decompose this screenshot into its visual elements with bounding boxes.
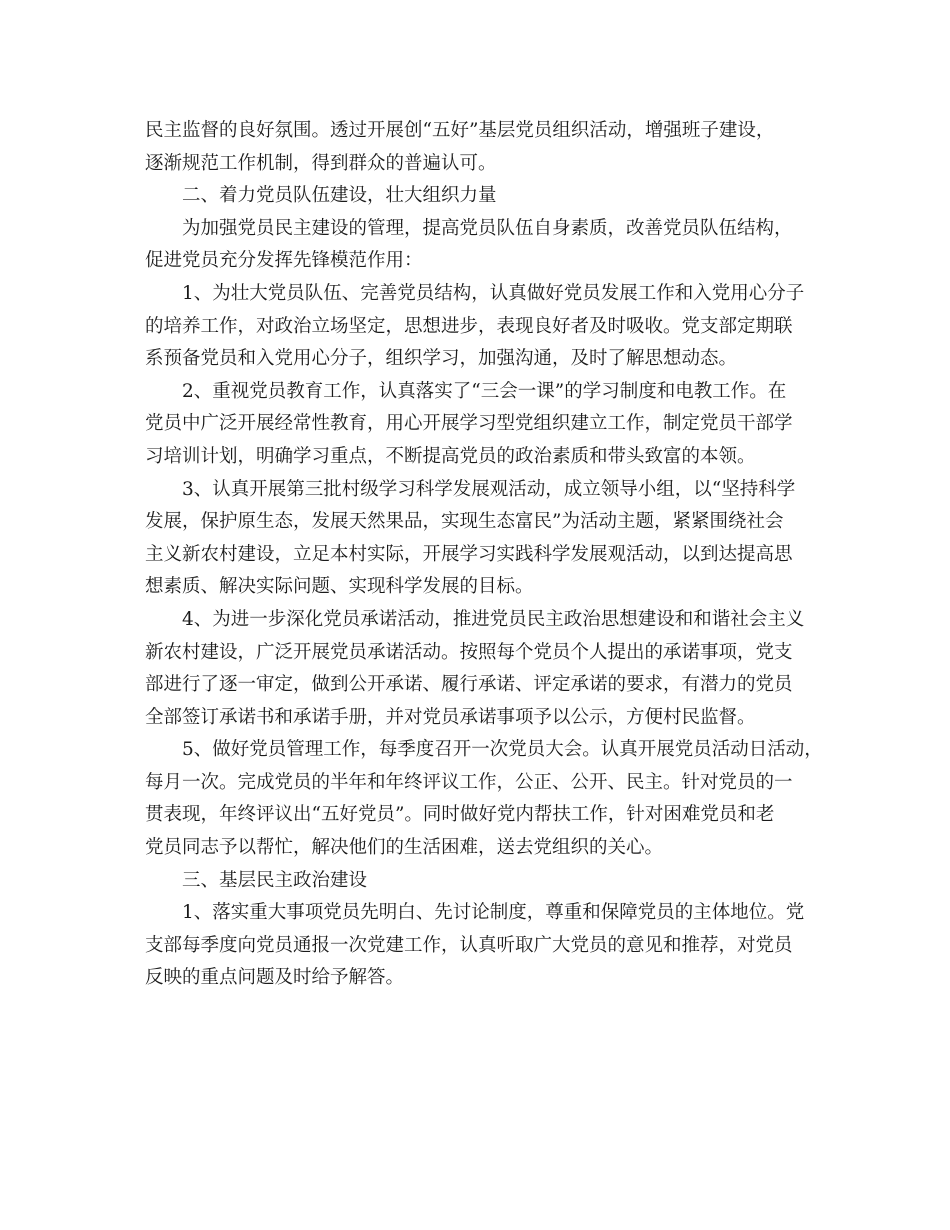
body-line: 5、做好党员管理工作，每季度召开一次党员大会。认真开展党员活动日活动， xyxy=(182,739,823,761)
body-line: 4、为进一步深化党员承诺活动，推进党员民主政治思想建设和和谐社会主义 xyxy=(182,608,805,630)
body-line: 的培养工作，对政治立场坚定，思想进步，表现良好者及时吸收。党支部定期联 xyxy=(145,315,793,337)
body-line: 逐渐规范工作机制，得到群众的普遍认可。 xyxy=(145,152,497,174)
body-line: 习培训计划，明确学习重点，不断提高党员的政治素质和带头致富的本领。 xyxy=(145,445,756,467)
body-line: 每月一次。完成党员的半年和年终评议工作，公正、公开、民主。针对党员的一 xyxy=(145,771,793,793)
body-line: 支部每季度向党员通报一次党建工作，认真听取广大党员的意见和推荐，对党员 xyxy=(145,934,793,956)
body-line: 发展，保护原生态，发展天然果品，实现生态富民”为活动主题，紧紧围绕社会 xyxy=(145,511,784,533)
body-line: 主义新农村建设，立足本村实际，开展学习实践科学发展观活动，以到达提高思 xyxy=(145,543,793,565)
body-line: 全部签订承诺书和承诺手册，并对党员承诺事项予以公示，方便村民监督。 xyxy=(145,706,756,728)
body-line: 贯表现，年终评议出“五好党员”。同时做好党内帮扶工作，针对困难党员和老 xyxy=(145,804,775,826)
body-line: 反映的重点问题及时给予解答。 xyxy=(145,967,405,989)
section-heading: 二、着力党员队伍建设，壮大组织力量 xyxy=(182,185,497,207)
body-line: 系预备党员和入党用心分子，组织学习，加强沟通，及时了解思想动态。 xyxy=(145,348,738,370)
body-line: 促进党员充分发挥先锋模范作用： xyxy=(145,250,423,272)
body-line: 党员中广泛开展经常性教育，用心开展学习型党组织建立工作，制定党员干部学 xyxy=(145,413,793,435)
body-line: 新农村建设，广泛开展党员承诺活动。按照每个党员个人提出的承诺事项，党支 xyxy=(145,641,793,663)
body-line: 民主监督的良好氛围。透过开展创“五好”基层党员组织活动，增强班子建设， xyxy=(145,120,775,141)
body-line: 3、认真开展第三批村级学习科学发展观活动，成立领导小组，以“坚持科学 xyxy=(182,478,796,500)
body-line: 1、为壮大党员队伍、完善党员结构，认真做好党员发展工作和入党用心分子 xyxy=(182,282,805,304)
document-body xyxy=(145,115,825,995)
body-line: 党员同志予以帮忙，解决他们的生活困难，送去党组织的关心。 xyxy=(145,837,664,859)
section-heading: 三、基层民主政治建设 xyxy=(182,869,368,891)
body-line: 2、重视党员教育工作，认真落实了“三会一课”的学习制度和电教工作。在 xyxy=(182,380,787,402)
body-line: 部进行了逐一审定，做到公开承诺、履行承诺、评定承诺的要求，有潜力的党员 xyxy=(145,674,793,696)
body-line: 为加强党员民主建设的管理，提高党员队伍自身素质，改善党员队伍结构， xyxy=(182,217,793,239)
body-line: 想素质、解决实际问题、实现科学发展的目标。 xyxy=(145,576,534,598)
body-line: 1、落实重大事项党员先明白、先讨论制度，尊重和保障党员的主体地位。党 xyxy=(182,902,805,924)
